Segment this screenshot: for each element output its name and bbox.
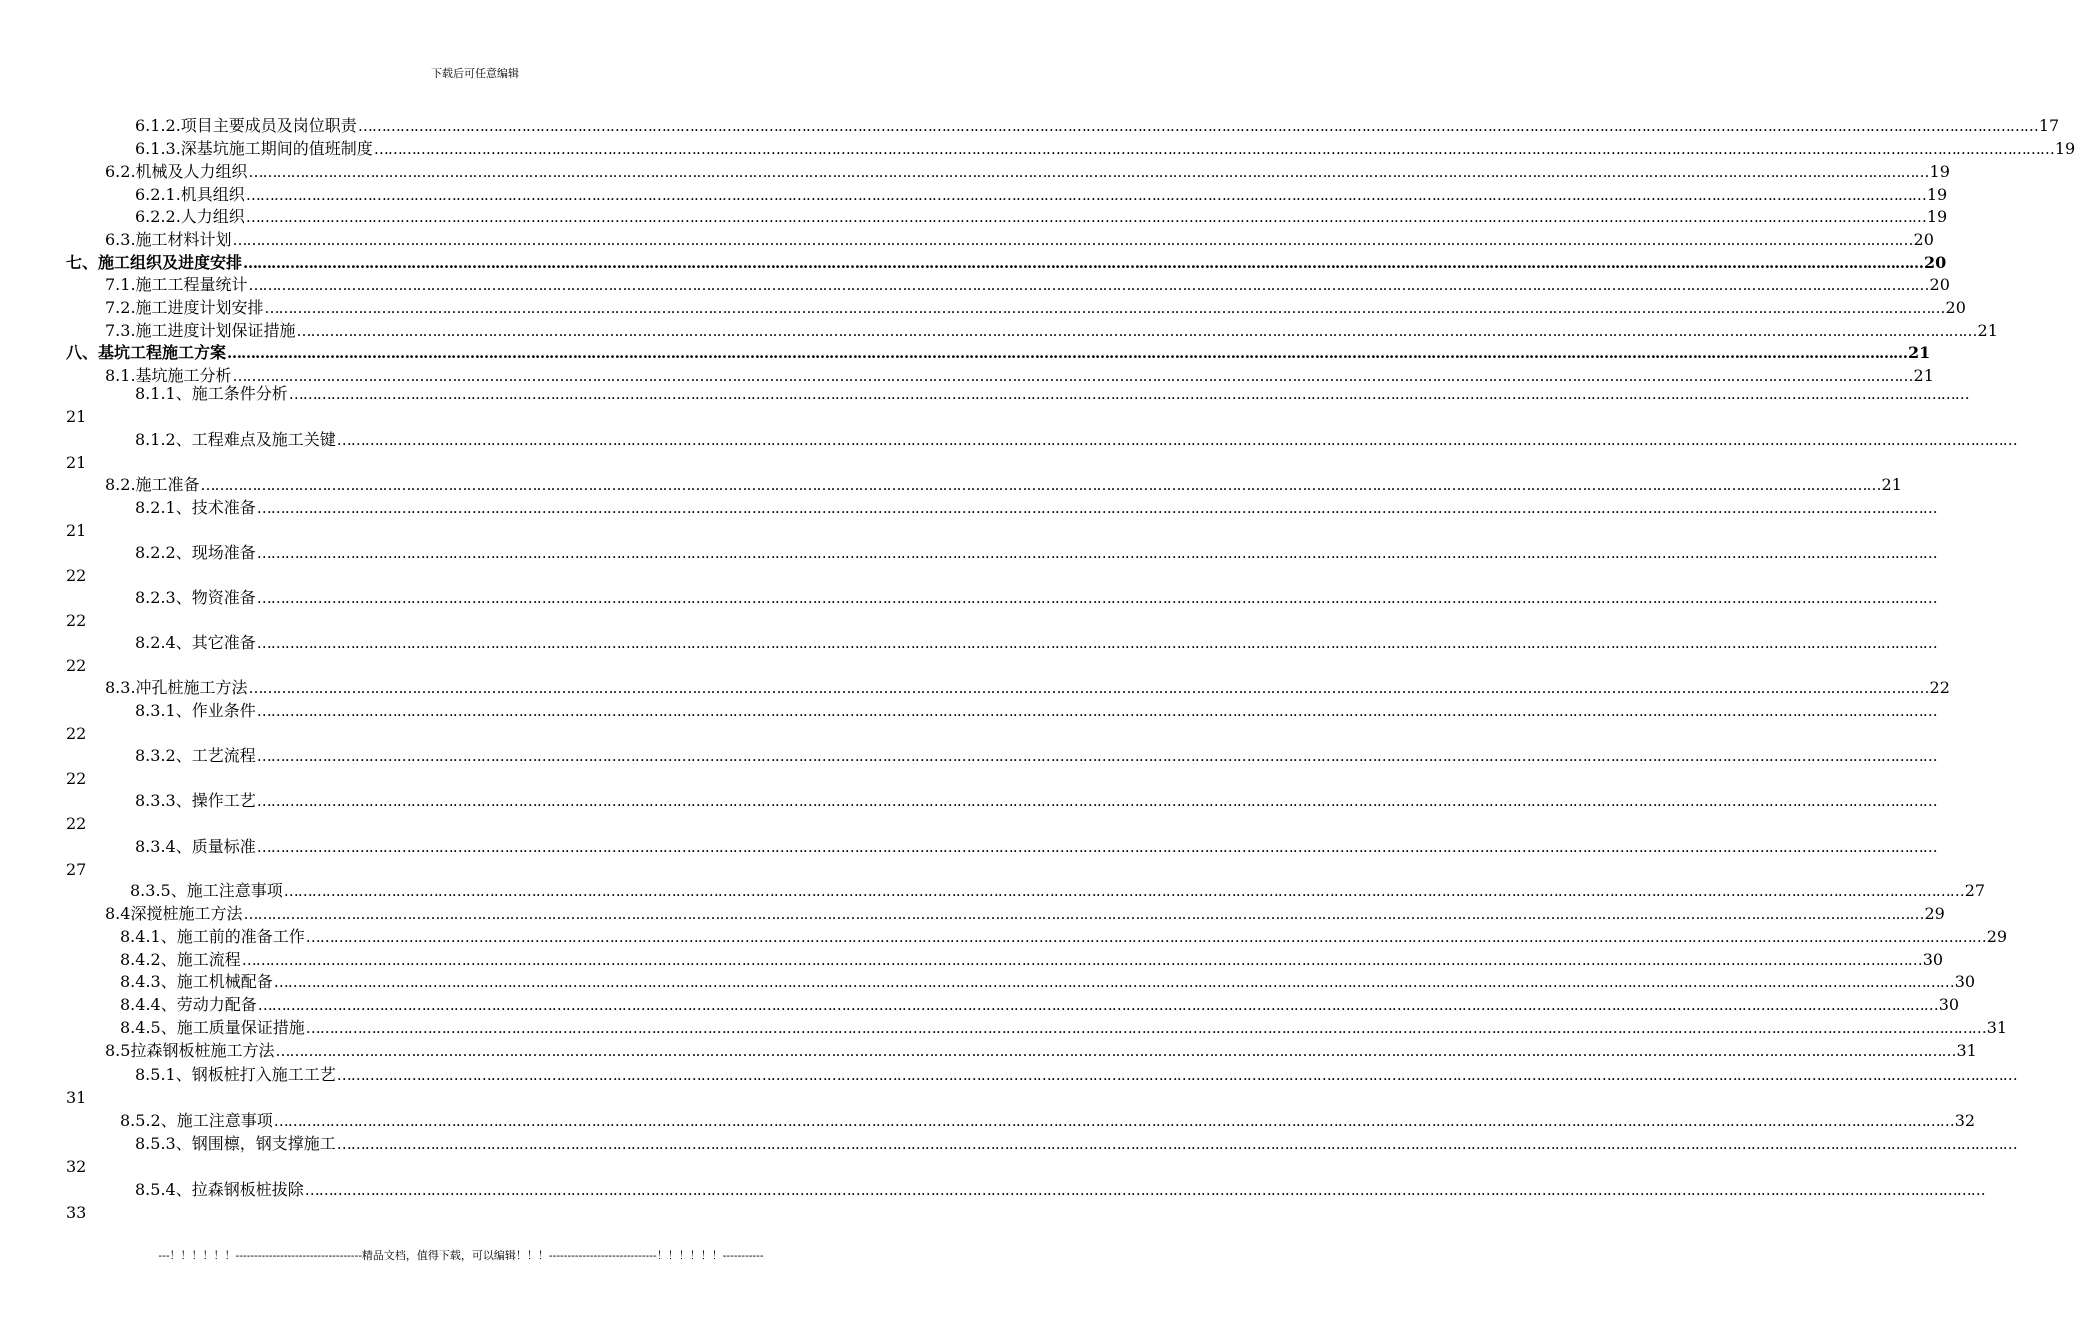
toc-entry[interactable] — [135, 1179, 1985, 1201]
toc-page-number: 21 — [66, 521, 87, 540]
toc-leader-dots: ……………………………………………………………………………………………………………………………………………………………………………………………………………………………………………………………………………………………………………………………… — [373, 140, 2054, 158]
toc-page-number: 19 — [1926, 207, 1948, 226]
toc-leader-dots: ……………………………………………………………………………………………………………………………………………………………………………………………………………………………………………………………………………………………………………………………… — [283, 882, 1964, 900]
toc-leader-dots: ……………………………………………………………………………………………………………………………………………………………………………………………………………………………………………………………………………………………………………………………… — [200, 476, 1881, 494]
toc-page-number: 19 — [1929, 162, 1950, 181]
toc-page-number: 20 — [1924, 253, 1947, 272]
toc-entry[interactable] — [135, 429, 2017, 451]
toc-page-number: 21 — [1977, 321, 1998, 340]
toc-leader-dots: ……………………………………………………………………………………………………………………………………………………………………………………………………………………………………………………………………………………………………………………………… — [273, 1112, 1954, 1130]
toc-page-number: 22 — [66, 769, 87, 788]
toc-entry[interactable] — [120, 1017, 2008, 1039]
toc-entry[interactable] — [130, 880, 1986, 902]
toc-entry[interactable] — [135, 790, 1937, 812]
toc-entry[interactable] — [135, 1064, 2017, 1086]
toc-entry-title: 8.2.2、现场准备 — [135, 543, 256, 562]
toc-page-number: 21 — [1913, 366, 1934, 385]
page-header: 下载后可任意编辑 — [431, 67, 519, 80]
toc-leader-dots: ……………………………………………………………………………………………………………………………………………………………………………………………………………………………………………………………………………………………………………………………… — [232, 367, 1913, 385]
toc-entry[interactable] — [135, 115, 2060, 137]
toc-leader-dots: ……………………………………………………………………………………………………………………………………………………………………………………………………………………………………………………………………………………………………………………………… — [336, 1066, 2017, 1084]
toc-entry-title: 8.2.1、技术准备 — [135, 498, 256, 517]
toc-leader-dots: ……………………………………………………………………………………………………………………………………………………………………………………………………………………………………………………………………………………………………………………………… — [245, 208, 1926, 226]
toc-page-number: 21 — [1881, 475, 1902, 494]
toc-page-number: 33 — [66, 1203, 87, 1222]
toc-page-number: 31 — [66, 1088, 87, 1107]
toc-entry[interactable] — [135, 587, 1937, 609]
toc-leader-dots: ……………………………………………………………………………………………………………………………………………………………………………………………………………………………………………………………………………………………………………………………… — [256, 544, 1937, 562]
toc-entry-title: 8.2.3、物资准备 — [135, 588, 256, 607]
toc-entry[interactable] — [120, 994, 1960, 1016]
toc-entry-title: 8.5.1、钢板桩打入施工工艺 — [135, 1065, 336, 1084]
toc-entry-title: 7.1.施工工程量统计 — [105, 275, 248, 294]
toc-entry-title: 8.4.4、劳动力配备 — [120, 995, 257, 1014]
toc-entry[interactable] — [105, 297, 1966, 319]
toc-page-number: 20 — [1913, 230, 1934, 249]
toc-entry[interactable] — [120, 926, 2008, 948]
toc-leader-dots: ……………………………………………………………………………………………………………………………………………………………………………………………………………………………………………………………………………………………………………………………… — [257, 996, 1938, 1014]
toc-entry-title: 6.3.施工材料计划 — [105, 230, 232, 249]
toc-leader-dots: ……………………………………………………………………………………………………………………………………………………………………………………………………………………………………………………………………………………………………………………………… — [304, 1181, 1985, 1199]
toc-leader-dots: ……………………………………………………………………………………………………………………………………………………………………………………………………………………………………………………………………………………………………………………………… — [248, 163, 1929, 181]
toc-leader-dots: ……………………………………………………………………………………………………………………………………………………………………………………………………………………………………………………………………………………………………………………………… — [256, 589, 1937, 607]
toc-leader-dots: ……………………………………………………………………………………………………………………………………………………………………………………………………………………………………………………………………………………………………………………………… — [248, 276, 1929, 294]
toc-leader-dots: ……………………………………………………………………………………………………………………………………………………………………………………………………………………………………………………………………………………………………………………………… — [245, 186, 1926, 204]
toc-entry-title: 8.3.1、作业条件 — [135, 701, 256, 720]
toc-entry-title: 7.2.施工进度计划安排 — [105, 298, 264, 317]
toc-entry[interactable] — [105, 320, 1998, 342]
toc-leader-dots: ……………………………………………………………………………………………………………………………………………………………………………………………………………………………………………………………………………………………………………………………… — [288, 385, 1969, 403]
toc-page-number: 22 — [66, 724, 87, 743]
toc-page-number: 22 — [1929, 678, 1950, 697]
toc-entry[interactable] — [120, 971, 1976, 993]
toc-page-number: 31 — [1956, 1041, 1977, 1060]
toc-leader-dots: ……………………………………………………………………………………………………………………………………………………………………………………………………………………………………………………………………………………………………………………………… — [243, 905, 1924, 923]
toc-leader-dots: ……………………………………………………………………………………………………………………………………………………………………………………………………………………………………………………………………………………………………………………………… — [227, 344, 1908, 362]
toc-entry[interactable] — [135, 184, 1948, 206]
toc-entry-title: 8.5.2、施工注意事项 — [120, 1111, 273, 1130]
toc-leader-dots: ……………………………………………………………………………………………………………………………………………………………………………………………………………………………………………………………………………………………………………………………… — [357, 117, 2038, 135]
toc-leader-dots: ……………………………………………………………………………………………………………………………………………………………………………………………………………………………………………………………………………………………………………………………… — [264, 299, 1945, 317]
toc-entry[interactable] — [120, 949, 1944, 971]
toc-page-number: 22 — [66, 656, 87, 675]
toc-entry-title: 七、施工组织及进度安排 — [66, 253, 243, 272]
toc-entry-title: 8.4.2、施工流程 — [120, 950, 241, 969]
toc-page-number: 30 — [1938, 995, 1960, 1014]
toc-entry[interactable] — [135, 745, 1937, 767]
toc-entry[interactable] — [135, 632, 1937, 654]
toc-entry-title: 8.1.1、施工条件分析 — [135, 384, 288, 403]
toc-leader-dots: ……………………………………………………………………………………………………………………………………………………………………………………………………………………………………………………………………………………………………………………………… — [336, 431, 2017, 449]
toc-page-number: 22 — [66, 814, 87, 833]
toc-leader-dots: ……………………………………………………………………………………………………………………………………………………………………………………………………………………………………………………………………………………………………………………………… — [336, 1135, 2017, 1153]
toc-entry-title: 8.3.3、操作工艺 — [135, 791, 256, 810]
toc-page-number: 21 — [1908, 343, 1931, 362]
toc-page-number: 27 — [66, 860, 87, 879]
toc-leader-dots: ……………………………………………………………………………………………………………………………………………………………………………………………………………………………………………………………………………………………………………………………… — [256, 747, 1937, 765]
toc-page-number: 22 — [66, 566, 87, 585]
toc-entry-title: 8.3.4、质量标准 — [135, 837, 256, 856]
toc-page-number: 30 — [1954, 972, 1976, 991]
toc-entry-title: 8.4.3、施工机械配备 — [120, 972, 273, 991]
toc-page-number: 21 — [66, 453, 87, 472]
toc-entry[interactable] — [105, 903, 1945, 925]
toc-leader-dots: ……………………………………………………………………………………………………………………………………………………………………………………………………………………………………………………………………………………………………………………………… — [256, 499, 1937, 517]
toc-page-number: 32 — [66, 1157, 87, 1176]
toc-page-number: 29 — [1986, 927, 2008, 946]
toc-entry[interactable] — [135, 138, 2075, 160]
toc-leader-dots: ……………………………………………………………………………………………………………………………………………………………………………………………………………………………………………………………………………………………………………………………… — [275, 1042, 1956, 1060]
toc-entry-title: 6.1.3.深基坑施工期间的值班制度 — [135, 139, 373, 158]
toc-page-number: 21 — [66, 407, 87, 426]
toc-page-number: 22 — [66, 611, 87, 630]
toc-entry-title: 八、基坑工程施工方案 — [66, 343, 227, 362]
toc-entry-title: 8.2.4、其它准备 — [135, 633, 256, 652]
toc-leader-dots: ……………………………………………………………………………………………………………………………………………………………………………………………………………………………………………………………………………………………………………………………… — [256, 634, 1937, 652]
toc-entry[interactable] — [135, 206, 1948, 228]
toc-entry-title: 8.5.4、拉森钢板桩拔除 — [135, 1180, 304, 1199]
toc-leader-dots: ……………………………………………………………………………………………………………………………………………………………………………………………………………………………………………………………………………………………………………………………… — [232, 231, 1913, 249]
toc-page-number: 20 — [1945, 298, 1966, 317]
toc-entry-title: 8.4.1、施工前的准备工作 — [120, 927, 305, 946]
toc-leader-dots: ……………………………………………………………………………………………………………………………………………………………………………………………………………………………………………………………………………………………………………………………… — [256, 838, 1937, 856]
toc-entry-title: 6.2.2.人力组织 — [135, 207, 245, 226]
toc-entry-title: 6.2.机械及人力组织 — [105, 162, 248, 181]
toc-leader-dots: ……………………………………………………………………………………………………………………………………………………………………………………………………………………………………………………………………………………………………………………………… — [305, 928, 1986, 946]
toc-entry[interactable] — [105, 474, 1902, 496]
toc-leader-dots: ……………………………………………………………………………………………………………………………………………………………………………………………………………………………………………………………………………………………………………………………… — [256, 792, 1937, 810]
toc-entry[interactable] — [66, 342, 1931, 364]
toc-entry[interactable] — [135, 836, 1937, 858]
toc-page-number: 30 — [1922, 950, 1944, 969]
toc-page-number: 20 — [1929, 275, 1950, 294]
toc-leader-dots: ……………………………………………………………………………………………………………………………………………………………………………………………………………………………………………………………………………………………………………………………… — [273, 973, 1954, 991]
toc-entry[interactable] — [135, 383, 1969, 405]
toc-entry[interactable] — [66, 252, 1947, 274]
toc-entry[interactable] — [135, 1133, 2017, 1155]
toc-leader-dots: ……………………………………………………………………………………………………………………………………………………………………………………………………………………………………………………………………………………………………………………………… — [243, 254, 1924, 272]
toc-entry[interactable] — [135, 497, 1937, 519]
toc-page-number: 32 — [1954, 1111, 1976, 1130]
toc-entry[interactable] — [135, 700, 1937, 722]
toc-page-number: 29 — [1924, 904, 1945, 923]
toc-entry-title: 8.5拉森钢板桩施工方法 — [105, 1041, 275, 1060]
toc-entry-title: 8.3.冲孔桩施工方法 — [105, 678, 248, 697]
toc-entry-title: 8.4深搅桩施工方法 — [105, 904, 243, 923]
toc-entry[interactable] — [105, 161, 1950, 183]
toc-page-number: 31 — [1986, 1018, 2008, 1037]
toc-entry-title: 6.2.1.机具组织 — [135, 185, 245, 204]
toc-page-number: 27 — [1964, 881, 1986, 900]
toc-leader-dots: ……………………………………………………………………………………………………………………………………………………………………………………………………………………………………………………………………………………………………………………………… — [296, 322, 1977, 340]
toc-entry-title: 8.3.2、工艺流程 — [135, 746, 256, 765]
toc-entry-title: 8.5.3、钢围檩，钢支撑施工 — [135, 1134, 336, 1153]
toc-entry[interactable] — [135, 542, 1937, 564]
toc-leader-dots: ……………………………………………………………………………………………………………………………………………………………………………………………………………………………………………………………………………………………………………………………… — [256, 702, 1937, 720]
toc-entry-title: 8.1.2、工程难点及施工关键 — [135, 430, 336, 449]
toc-entry[interactable] — [105, 1040, 1977, 1062]
toc-page-number: 19 — [2054, 139, 2075, 158]
page-footer: ---！！！！！！----------------------------------精品文档，值得下载，可以编辑！！！-----------------------------！！！！！！----------- — [158, 1249, 764, 1262]
toc-entry[interactable] — [105, 677, 1950, 699]
toc-entry[interactable] — [105, 229, 1934, 251]
toc-leader-dots: ……………………………………………………………………………………………………………………………………………………………………………………………………………………………………………………………………………………………………………………………… — [305, 1019, 1986, 1037]
toc-leader-dots: ……………………………………………………………………………………………………………………………………………………………………………………………………………………………………………………………………………………………………………………………… — [248, 679, 1929, 697]
toc-entry-title: 6.1.2.项目主要成员及岗位职责 — [135, 116, 357, 135]
toc-page-number: 17 — [2038, 116, 2060, 135]
toc-entry-title: 7.3.施工进度计划保证措施 — [105, 321, 296, 340]
toc-entry-title: 8.2.施工准备 — [105, 475, 200, 494]
toc-page-number: 19 — [1926, 185, 1948, 204]
toc-entry[interactable] — [105, 274, 1950, 296]
toc-entry-title: 8.3.5、施工注意事项 — [130, 881, 283, 900]
toc-entry-title: 8.4.5、施工质量保证措施 — [120, 1018, 305, 1037]
toc-entry[interactable] — [120, 1110, 1976, 1132]
toc-entry-title: 8.1.基坑施工分析 — [105, 366, 232, 385]
toc-leader-dots: ……………………………………………………………………………………………………………………………………………………………………………………………………………………………………………………………………………………………………………………………… — [241, 951, 1922, 969]
